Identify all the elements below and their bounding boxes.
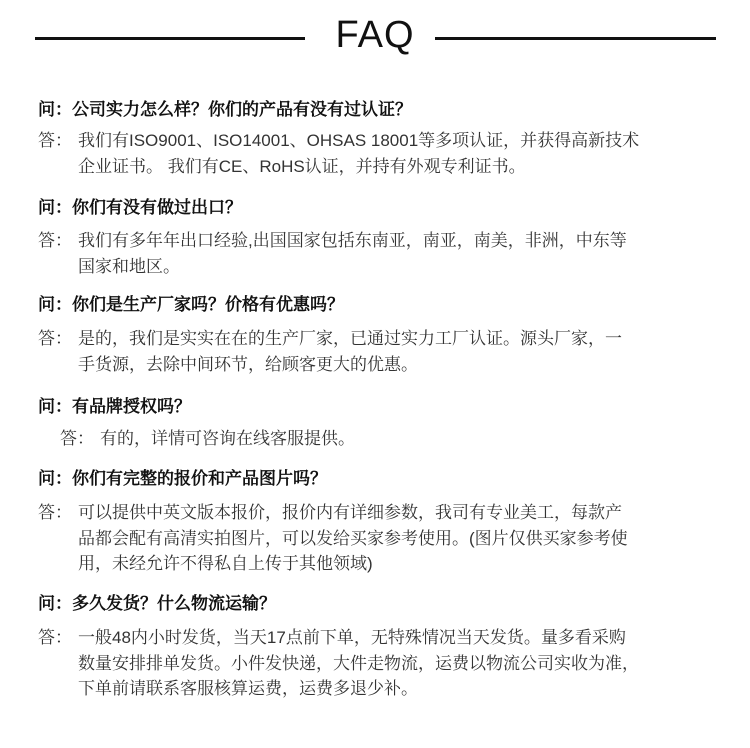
question-prefix: 问： [38,295,72,314]
question-prefix: 问： [38,594,72,613]
question-text: 你们是生产厂家吗？价格有优惠吗？ [72,295,344,314]
faq-question [38,196,242,220]
answer-prefix: 答： [38,231,72,250]
answer-line: 有的，详情可咨询在线客服提供。 [100,429,355,448]
faq-answer [38,625,639,702]
answer-prefix: 答： [38,628,72,647]
faq-answer [60,426,355,452]
answer-line: 是的，我们是实实在在的生产厂家，已通过实力工厂认证。源头厂家，一 [78,329,622,348]
faq-question [38,395,191,419]
answer-line: 一般48内小时发货，当天17点前下单，无特殊情况当天发货。量多看采购 [78,628,626,647]
question-text: 你们有没有做过出口？ [72,198,242,217]
faq-question [38,467,327,491]
question-prefix: 问： [38,397,72,416]
question-text: 多久发货？什么物流运输？ [72,594,276,613]
answer-line: 数量安排排单发货。小件发快递，大件走物流，运费以物流公司实收为准， [78,653,639,673]
answer-line: 品都会配有高清实拍图片，可以发给买家参考使用。(图片仅供买家参考使 [78,528,628,548]
faq-question [38,293,344,317]
faq-answer [38,500,628,577]
faq-question [38,98,412,122]
answer-prefix: 答： [38,503,72,522]
question-text: 你们有完整的报价和产品图片吗？ [72,469,327,488]
faq-answer [38,326,622,377]
question-prefix: 问： [38,469,72,488]
answer-line: 企业证书。 我们有CE、RoHS认证，并持有外观专利证书。 [78,156,526,176]
answer-line: 用，未经允许不得私自上传于其他领域) [78,554,373,573]
faq-answer [38,228,627,279]
faq-answer [38,128,639,179]
answer-prefix: 答： [38,329,72,348]
answer-line: 可以提供中英文版本报价，报价内有详细参数，我司有专业美工，每款产 [78,503,622,522]
answer-line: 国家和地区。 [78,256,180,276]
question-text: 有品牌授权吗？ [72,397,191,416]
question-text: 公司实力怎么样？你们的产品有没有过认证？ [72,100,412,119]
title-rule-right [435,37,716,40]
question-prefix: 问： [38,100,72,119]
answer-line: 下单前请联系客服核算运费，运费多退少补。 [78,679,418,698]
answer-line: 我们有ISO9001、ISO14001、OHSAS 18001等多项认证，并获得高新技术 [78,131,640,150]
page-title: FAQ [335,14,415,56]
answer-prefix: 答： [38,131,72,150]
answer-line: 我们有多年年出口经验,出国国家包括东南亚，南亚，南美，非洲，中东等 [78,231,627,250]
answer-line: 手货源，去除中间环节，给顾客更大的优惠。 [78,354,418,374]
answer-prefix: 答： [60,429,94,448]
faq-question [38,592,276,616]
question-prefix: 问： [38,198,72,217]
